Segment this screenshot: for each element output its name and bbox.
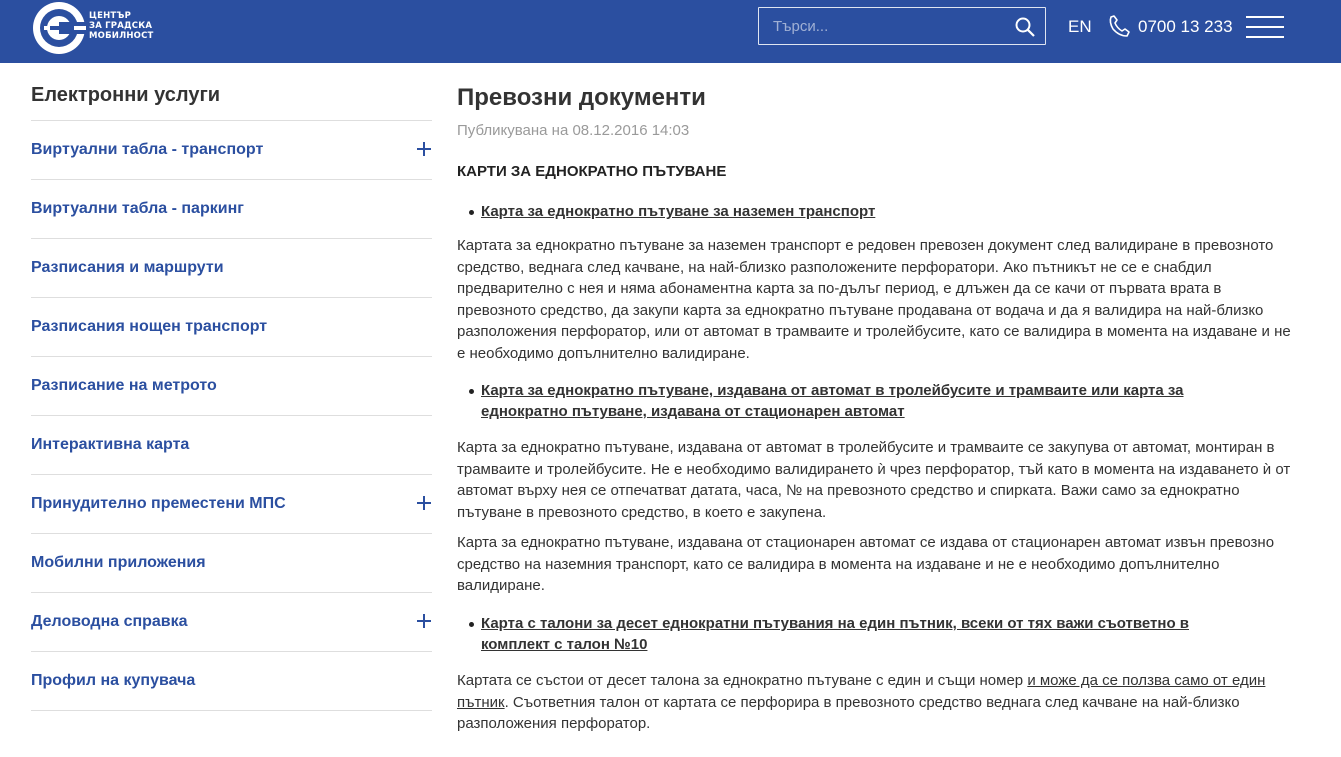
sidebar-item-label[interactable]: Виртуални табла - транспорт: [31, 141, 264, 158]
sidebar-item-label[interactable]: Мобилни приложения: [31, 554, 206, 571]
inline-link[interactable]: и може да се ползва само от един пътник: [457, 672, 1266, 711]
page-title: Превозни документи: [457, 84, 706, 111]
sidebar-item-virtual-boards-transport: [31, 120, 432, 179]
phone-number[interactable]: 0700 13 233: [1138, 17, 1233, 36]
sidebar-item-towed-vehicles: [31, 474, 432, 533]
sidebar-item-virtual-boards-parking: [31, 179, 432, 238]
menu-bar: [1246, 26, 1284, 28]
sidebar-item-interactive-map: [31, 415, 432, 474]
search-box: [758, 7, 1046, 45]
plus-icon[interactable]: [417, 614, 431, 628]
paragraph-text: . Съответния талон от картата се перфорира в превозното средство веднага след качване на най-близко разположения перфоратор.: [457, 693, 1240, 732]
sidebar-item-label[interactable]: Деловодна справка: [31, 613, 188, 630]
sidebar-item-metro-schedule: [31, 356, 432, 415]
sidebar-item-schedules-routes: [31, 238, 432, 297]
bullet-link[interactable]: Карта за еднократно пътуване за наземен транспорт: [481, 203, 876, 220]
paragraph: Картата за еднократно пътуване за наземен транспорт е редовен превозен документ след валидиране в превозното средство, веднага след качване, на най-близко разположените перфоратори. Ако пътникът не се е снабдил предварително с нея и няма абонаментна карта за по-дълъг период, е длъжен да се качи от първата врата в превозното средство, да закупи карта за еднократно пътуване продавана от водача и да я валидира на най-близко разположения перфоратор, или от автомат в трамваите и тролейбусите, като се валидира в момента на издаване и не е необходимо допълнително валидиране.: [457, 237, 1291, 362]
sidebar-item-mobile-apps: [31, 533, 432, 592]
sidebar-item-buyer-profile: [31, 651, 432, 711]
sidebar-nav: [31, 120, 432, 711]
sidebar-item-label[interactable]: Разписания и маршрути: [31, 259, 224, 276]
site-header: [0, 0, 1341, 63]
logo-line: ЦЕНТЪР: [89, 11, 132, 21]
bullet-link[interactable]: Карта за еднократно пътуване, издавана от автомат в тролейбусите и трамваите или карта за еднократно пътуване, издавана от стационарен автомат: [481, 382, 1184, 420]
logo-text[interactable]: [89, 11, 154, 41]
search-input[interactable]: [759, 8, 999, 44]
sidebar-item-label[interactable]: Интерактивна карта: [31, 436, 190, 453]
section-heading: КАРТИ ЗА ЕДНОКРАТНО ПЪТУВАНЕ: [457, 163, 727, 180]
sidebar-title: Електронни услуги: [31, 84, 221, 106]
list-item: [481, 380, 1201, 422]
sidebar-item-label[interactable]: Разписания нощен транспорт: [31, 318, 268, 335]
logo-icon[interactable]: [32, 1, 86, 55]
sidebar-item-registry-inquiry: [31, 592, 432, 651]
plus-icon[interactable]: [417, 496, 431, 510]
sidebar-item-label[interactable]: Принудително преместени МПС: [31, 495, 286, 512]
bullet-link[interactable]: Карта с талони за десет еднократни пътувания на един пътник, всеки от тях важи съответно в комплект с талон №10: [481, 615, 1190, 653]
list-item: [481, 613, 1201, 655]
paragraph: [457, 670, 1291, 735]
paragraph: Карта за еднократно пътуване, издавана от стационарен автомат се издава от стационарен автомат извън превозно средство на наземния транспорт, като се валидира в момента на издаване и не е необходимо допълнително валидиране.: [457, 534, 1275, 594]
phone-icon: [1107, 13, 1133, 39]
search-icon[interactable]: [1015, 17, 1035, 37]
sidebar-item-label[interactable]: Разписание на метрото: [31, 377, 217, 394]
plus-icon[interactable]: [417, 142, 431, 156]
menu-icon[interactable]: [1246, 16, 1284, 40]
list-item: [481, 201, 1201, 222]
sidebar-item-night-transport: [31, 297, 432, 356]
paragraph-text: Картата се състои от десет талона за еднократно пътуване с един и същи номер: [457, 672, 1028, 689]
sidebar-item-label[interactable]: Виртуални табла - паркинг: [31, 200, 244, 217]
menu-bar: [1246, 36, 1284, 38]
sidebar-item-label[interactable]: Профил на купувача: [31, 672, 196, 689]
paragraph: Карта за еднократно пътуване, издавана от автомат в тролейбусите и трамваите се закупува от автомат, монтиран в трамваите и тролейбусите. Не е необходимо валидирането ѝ чрез перфоратор, тъй като в момента на издаването ѝ от автомат върху нея се отпечатват датата, часа, № на превозното средство и спирката. Важи само за еднократно пътуване в превозното средство, в което е закупена.: [457, 439, 1291, 521]
published-date: Публикувана на 08.12.2016 14:03: [457, 122, 690, 139]
menu-bar: [1246, 16, 1284, 18]
logo-line: ЗА ГРАДСКА: [89, 21, 153, 31]
logo-line: МОБИЛНОСТ: [89, 31, 154, 41]
language-switch[interactable]: EN: [1068, 17, 1092, 36]
